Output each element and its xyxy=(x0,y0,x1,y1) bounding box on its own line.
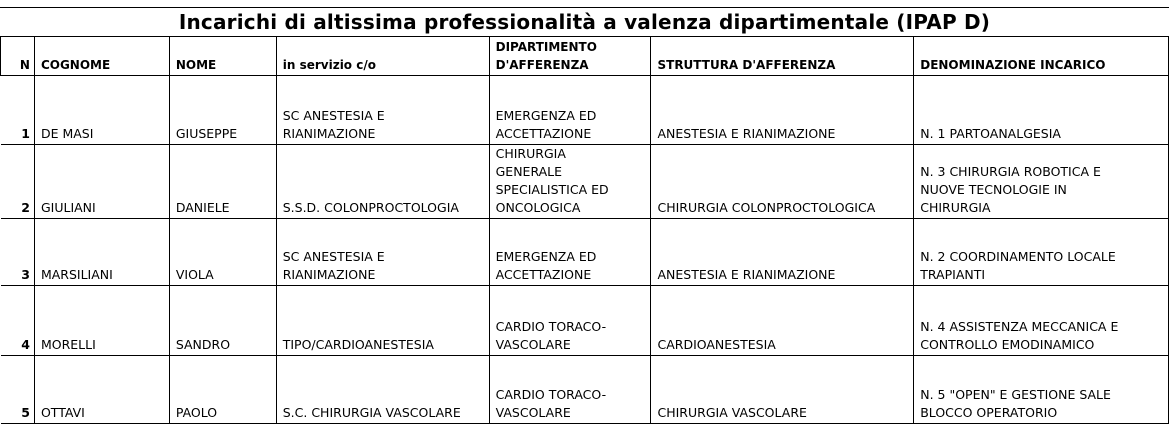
cell-cognome: DE MASI xyxy=(34,76,169,145)
cell-in-servizio: SC ANESTESIA E RIANIMAZIONE xyxy=(276,76,489,145)
cell-cognome: MORELLI xyxy=(34,286,169,356)
cell-n: 4 xyxy=(1,286,35,356)
cell-dipartimento: EMERGENZA ED ACCETTAZIONE xyxy=(489,76,651,145)
title-bar xyxy=(0,7,1169,37)
cell-dipartimento: EMERGENZA ED ACCETTAZIONE xyxy=(489,219,651,286)
cell-n: 3 xyxy=(1,219,35,286)
cell-nome: VIOLA xyxy=(169,219,276,286)
cell-n: 5 xyxy=(1,356,35,424)
cell-struttura: CHIRURGIA VASCOLARE xyxy=(651,356,914,424)
cell-nome: PAOLO xyxy=(169,356,276,424)
table-row xyxy=(1,219,1169,286)
cell-dipartimento: CARDIO TORACO- VASCOLARE xyxy=(489,286,651,356)
table-row xyxy=(1,286,1169,356)
header-row xyxy=(1,37,1169,76)
col-header-cognome: COGNOME xyxy=(34,37,169,76)
col-header-n: N xyxy=(1,37,35,76)
cell-struttura: CARDIOANESTESIA xyxy=(651,286,914,356)
cell-nome: GIUSEPPE xyxy=(169,76,276,145)
cell-struttura: ANESTESIA E RIANIMAZIONE xyxy=(651,76,914,145)
cell-denominazione: N. 4 ASSISTENZA MECCANICA E CONTROLLO EMODINAMICO xyxy=(914,286,1169,356)
table-row xyxy=(1,356,1169,424)
cell-cognome: OTTAVI xyxy=(34,356,169,424)
cell-in-servizio: SC ANESTESIA E RIANIMAZIONE xyxy=(276,219,489,286)
document-title: Incarichi di altissima professionalità a valenza dipartimentale (IPAP D) xyxy=(178,10,991,34)
col-header-struttura: STRUTTURA D'AFFERENZA xyxy=(651,37,914,76)
cell-struttura: ANESTESIA E RIANIMAZIONE xyxy=(651,219,914,286)
cell-dipartimento: CHIRURGIA GENERALE SPECIALISTICA ED ONCOLOGICA xyxy=(489,145,651,219)
col-header-denominazione: DENOMINAZIONE INCARICO xyxy=(914,37,1169,76)
cell-dipartimento: CARDIO TORACO- VASCOLARE xyxy=(489,356,651,424)
assignments-table xyxy=(0,36,1169,424)
cell-in-servizio: TIPO/CARDIOANESTESIA xyxy=(276,286,489,356)
cell-struttura: CHIRURGIA COLONPROCTOLOGICA xyxy=(651,145,914,219)
col-header-nome: NOME xyxy=(169,37,276,76)
cell-in-servizio: S.C. CHIRURGIA VASCOLARE xyxy=(276,356,489,424)
cell-denominazione: N. 2 COORDINAMENTO LOCALE TRAPIANTI xyxy=(914,219,1169,286)
cell-cognome: GIULIANI xyxy=(34,145,169,219)
cell-nome: SANDRO xyxy=(169,286,276,356)
cell-denominazione: N. 5 "OPEN" E GESTIONE SALE BLOCCO OPERATORIO xyxy=(914,356,1169,424)
cell-denominazione: N. 3 CHIRURGIA ROBOTICA E NUOVE TECNOLOGIE IN CHIRURGIA xyxy=(914,145,1169,219)
cell-n: 1 xyxy=(1,76,35,145)
cell-n: 2 xyxy=(1,145,35,219)
col-header-in-servizio: in servizio c/o xyxy=(276,37,489,76)
cell-cognome: MARSILIANI xyxy=(34,219,169,286)
table-row xyxy=(1,145,1169,219)
cell-denominazione: N. 1 PARTOANALGESIA xyxy=(914,76,1169,145)
cell-in-servizio: S.S.D. COLONPROCTOLOGIA xyxy=(276,145,489,219)
cell-nome: DANIELE xyxy=(169,145,276,219)
col-header-dipartimento: DIPARTIMENTO D'AFFERENZA xyxy=(489,37,651,76)
table-row xyxy=(1,76,1169,145)
